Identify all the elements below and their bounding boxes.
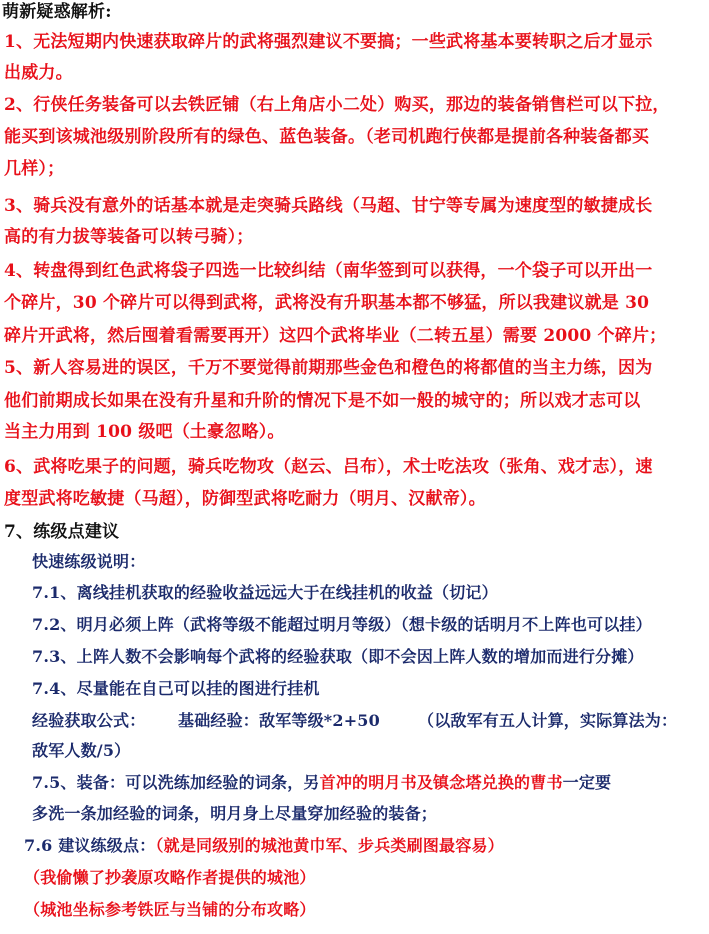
paragraph-3-line-1: 3、骑兵没有意外的话基本就是走突骑兵路线（马超、甘宁等专属为速度型的敏捷成长	[4, 196, 653, 216]
tip-7-6-label: 7.6 建议练级点：	[24, 836, 156, 855]
tip-7-6	[24, 836, 504, 856]
paragraph-6-line-2: 度型武将吃敏捷（马超），防御型武将吃耐力（明月、汉献帝）。	[4, 489, 486, 509]
paragraph-2-line-3: 几样）；	[4, 159, 65, 179]
quick-leveling-title: 快速练级说明：	[32, 552, 146, 571]
tip-7-6-note: （就是同级别的城池黄巾军、步兵类刷图最容易）	[155, 836, 504, 855]
tip-7-2: 7.2、明月必须上阵（武将等级不能超过明月等级）（想卡级的话明月不上阵也可以挂）	[32, 615, 652, 634]
tip-7-1: 7.1、离线挂机获取的经验收益远远大于在线挂机的收益（切记）	[32, 583, 498, 602]
paragraph-6-line-1: 6、武将吃果子的问题，骑兵吃物攻（赵云、吕布），术士吃法攻（张角、戏才志），速	[4, 457, 653, 477]
paragraph-5-line-3: 当主力用到 100 级吧（土豪忽略）。	[4, 422, 285, 442]
page-heading: 萌新疑惑解析:	[2, 2, 112, 22]
tip-7-5-line-1	[32, 773, 611, 793]
paragraph-5-line-1: 5、新人容易进的误区，千万不要觉得前期那些金色和橙色的将都值的当主力练，因为	[4, 358, 653, 378]
tip-7-4: 7.4、尽量能在自己可以挂的图进行挂机	[32, 679, 320, 698]
paragraph-5-line-2: 他们前期成长如果在没有升星和升阶的情况下是不如一般的城守的；所以戏才志可以	[4, 391, 641, 411]
paragraph-2-line-1: 2、行侠任务装备可以去铁匠铺（右上角店小二处）购买，那边的装备销售栏可以下拉，	[4, 95, 670, 115]
note-coordinates: （城池坐标参考铁匠与当铺的分布攻略）	[24, 900, 316, 919]
paragraph-4-line-1: 4、转盘得到红色武将袋子四选一比较纠结（南华签到可以获得，一个袋子可以开出一	[4, 261, 653, 281]
paragraph-1-line-2: 出威力。	[4, 63, 73, 83]
paragraph-1-line-1: 1、无法短期内快速获取碎片的武将强烈建议不要搞；一些武将基本要转职之后才显示	[4, 32, 653, 52]
formula-text: 基础经验：敌军等级*2+50	[178, 711, 380, 730]
tip-7-5-prefix: 7.5、装备：可以洗练加经验的词条，另	[32, 773, 320, 792]
paragraph-4-line-2: 个碎片，30 个碎片可以得到武将，武将没有升职基本都不够猛，所以我建议就是 30	[4, 293, 650, 313]
paragraph-4-line-3: 碎片开武将，然后囤着看需要再开）这四个武将毕业（二转五星）需要 2000 个碎片；	[4, 326, 667, 346]
formula-note-cont: 敌军人数/5）	[32, 741, 131, 760]
formula-note: （以敌军有五人计算，实际算法为：	[418, 711, 678, 730]
section-7-title: 7、练级点建议	[4, 522, 120, 542]
tip-7-3: 7.3、上阵人数不会影响每个武将的经验获取（即不会因上阵人数的增加而进行分摊）	[32, 647, 644, 666]
tip-7-5-highlight: 首冲的明月书及镇念塔兑换的曹书	[319, 773, 563, 792]
tip-7-5-suffix: 一定要	[562, 773, 612, 792]
tip-7-5-line-2: 多洗一条加经验的词条，明月身上尽量穿加经验的装备；	[32, 804, 438, 823]
paragraph-3-line-2: 高的有力拔等装备可以转弓骑）；	[4, 227, 254, 247]
formula-label: 经验获取公式：	[32, 711, 146, 730]
paragraph-2-line-2: 能买到该城池级别阶段所有的绿色、蓝色装备。（老司机跑行侠都是提前各种装备都买	[4, 127, 650, 147]
note-copied-cities: （我偷懒了抄袭原攻略作者提供的城池）	[24, 868, 316, 887]
